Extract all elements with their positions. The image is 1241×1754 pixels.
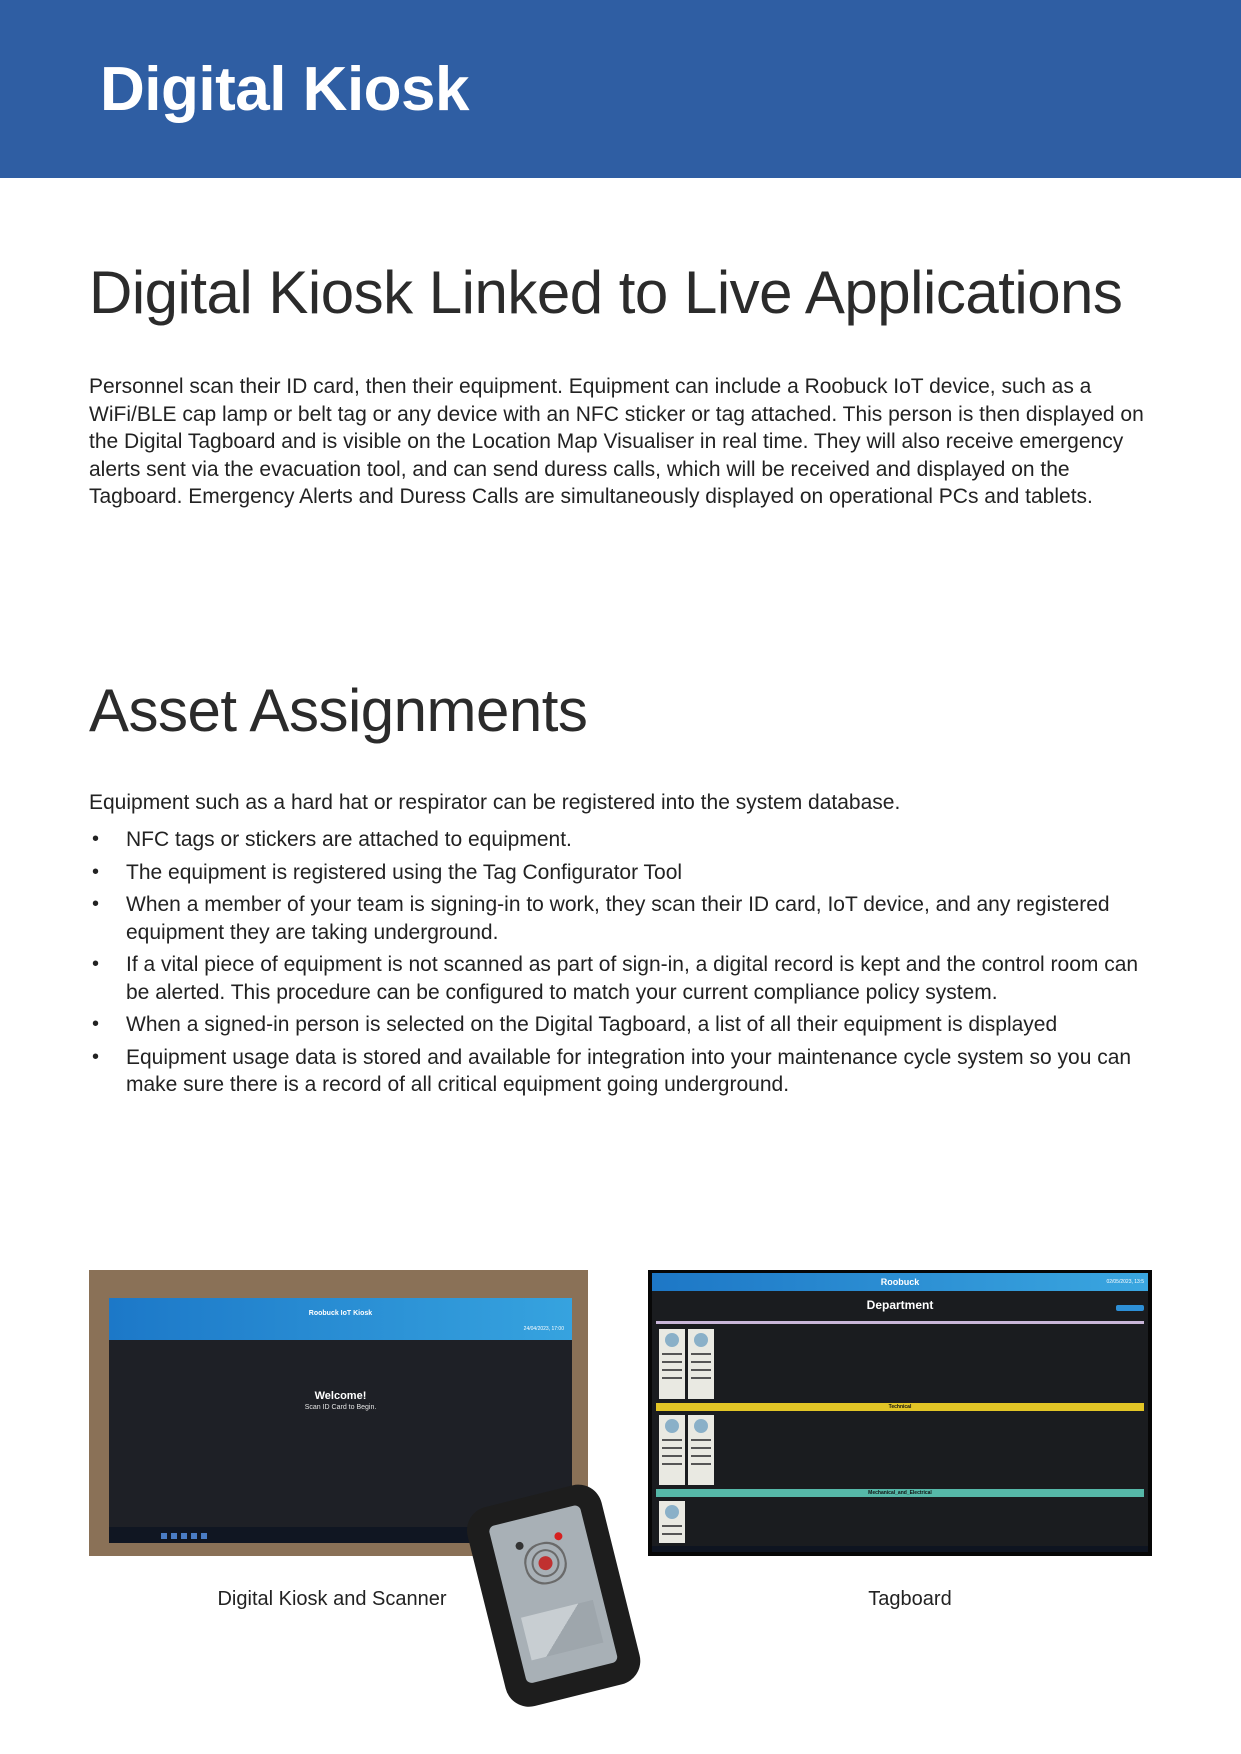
scanner-led-icon (554, 1531, 564, 1541)
kiosk-welcome: Welcome! (314, 1390, 367, 1402)
tagboard-screen (652, 1273, 1148, 1552)
person-tile (659, 1329, 685, 1399)
figure-caption-kiosk: Digital Kiosk and Scanner (217, 1588, 447, 1610)
avatar (694, 1333, 708, 1347)
section-bar-technical (656, 1403, 1144, 1411)
section-bar-mechanical (656, 1489, 1144, 1497)
tagboard-taskbar (652, 1546, 1148, 1552)
taskbar-icon (171, 1533, 177, 1539)
section-intro: Equipment such as a hard hat or respirator can be registered into the system database. (89, 791, 901, 814)
kiosk-title: Roobuck IoT Kiosk (308, 1310, 373, 1317)
person-tile (659, 1501, 685, 1543)
nfc-scanner (484, 1493, 626, 1713)
scanner-face (488, 1504, 618, 1684)
bullet-list (89, 826, 1149, 1104)
kiosk-date: 24/04/2023, 17:00 (523, 1326, 564, 1332)
bullet-item: • If a vital piece of equipment is not scanned as part of sign-in, a digital record is kept and the control room can be alerted. This procedure can be configured to match your current compliance policy system. (89, 951, 1149, 1006)
taskbar-icon (191, 1533, 197, 1539)
avatar (665, 1333, 679, 1347)
tagboard-brand: Roobuck (880, 1277, 920, 1287)
section-label: Technical (888, 1404, 912, 1410)
tagboard-titlebar (652, 1273, 1148, 1291)
tagboard-date: 02/05/2023, 13:5 (1106, 1279, 1144, 1285)
header-title: Digital Kiosk (100, 55, 470, 124)
figure-caption-tagboard: Tagboard (868, 1588, 952, 1610)
avatar (665, 1505, 679, 1519)
avatar (665, 1419, 679, 1433)
section-heading-asset-assignments: Asset Assignments (89, 677, 588, 744)
bullet-item: • When a member of your team is signing-in to work, they scan their ID card, IoT device, and any registered equipment they are taking underground. (89, 891, 1149, 946)
avatar (694, 1419, 708, 1433)
section-heading-live-applications: Digital Kiosk Linked to Live Applications (89, 259, 1123, 326)
tagboard-photo (648, 1270, 1152, 1556)
person-tile (688, 1329, 714, 1399)
scanner-led-icon (515, 1541, 525, 1551)
tagboard-button (1116, 1305, 1144, 1311)
section-label: Mechanical_and_Electrical (868, 1490, 932, 1496)
person-tile (688, 1415, 714, 1485)
header-banner (0, 0, 1241, 178)
taskbar-icon (201, 1533, 207, 1539)
bullet-item: • The equipment is registered using the Tag Configurator Tool (89, 859, 1149, 887)
kiosk-titlebar (109, 1298, 572, 1340)
bullet-item: • When a signed-in person is selected on the Digital Tagboard, a list of all their equipment is displayed (89, 1011, 1149, 1039)
person-tile (659, 1415, 685, 1485)
taskbar-icon (181, 1533, 187, 1539)
scanner-body (462, 1480, 645, 1712)
section-bar (656, 1321, 1144, 1324)
bullet-item: • Equipment usage data is stored and available for integration into your maintenance cycle system so you can make sure there is a record of all critical equipment going underground. (89, 1044, 1149, 1099)
tagboard-department: Department (866, 1298, 934, 1312)
taskbar-icon (161, 1533, 167, 1539)
kiosk-welcome-sub: Scan ID Card to Begin. (304, 1404, 377, 1411)
contactless-icon (537, 1555, 554, 1572)
scanner-chevron (521, 1600, 603, 1661)
bullet-item: • NFC tags or stickers are attached to equipment. (89, 826, 1149, 854)
section-paragraph: Personnel scan their ID card, then their equipment. Equipment can include a Roobuck IoT device, such as a WiFi/BLE cap lamp or belt tag or any device with an NFC sticker or tag attached. This person is then displayed on the Digital Tagboard and is visible on the Location Map Visualiser in real time. They will also receive emergency alerts sent via the evacuation tool, and can send duress calls, which will be received and displayed on the Tagboard. Emergency Alerts and Duress Calls are simultaneously displayed on operational PCs and tablets. (89, 375, 1144, 508)
